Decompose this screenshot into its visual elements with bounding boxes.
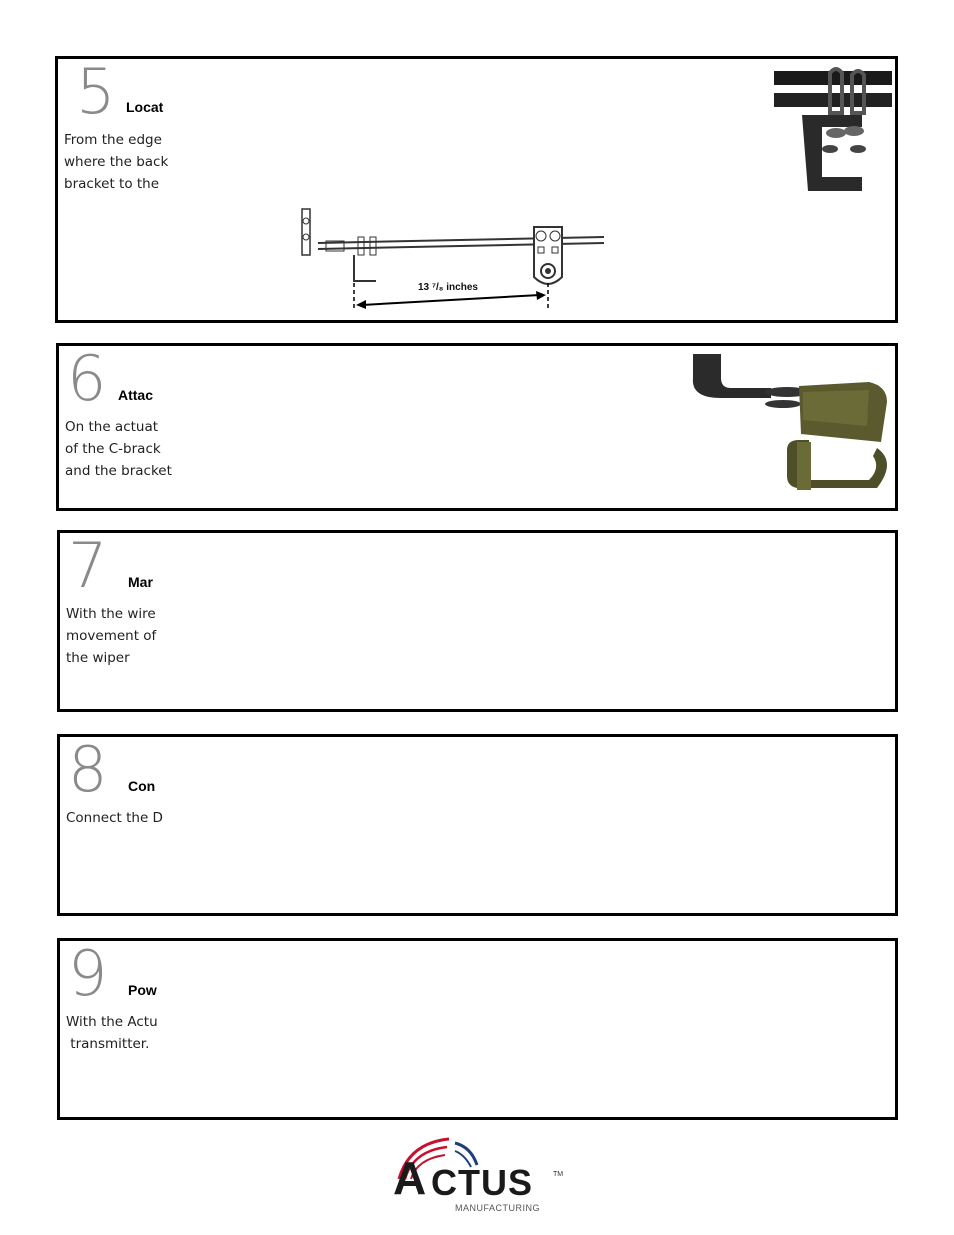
step-7-line-3: the wiper [66,650,130,666]
step-8-number: 8 [68,733,108,806]
logo-brand: CTUS [431,1162,533,1203]
step-9-body [66,1011,158,1061]
dimension-label: 13 ⁷/₈ inches [418,282,478,293]
step-5-body [64,129,169,192]
step-5-line-3: bracket to the [64,176,160,192]
step-7-title: Mar [128,574,153,590]
step-5-line-2: where the back [64,154,169,170]
bracket-photo-image [774,65,894,203]
step-7-number: 7 [68,529,108,602]
step-8-box [57,734,898,916]
step-5-title: Locat [126,99,164,115]
logo-trademark: TM [553,1171,564,1178]
step-8-line-1: Connect the D [66,810,163,826]
logo-subtitle: MANUFACTURING [455,1203,540,1213]
step-9-box [57,938,898,1120]
step-7-box [57,530,898,712]
step-5-line-1: From the edge [64,132,162,148]
step-6-box [56,343,898,511]
step-6-title: Attac [118,387,154,403]
step-9-line-1: With the Actu [66,1014,158,1030]
step-6-number: 6 [67,342,107,415]
step-6-line-2: of the C-brack [65,441,161,457]
step-9-line-2: transmitter. [66,1036,150,1052]
step-6-body [65,416,172,479]
step-7-line-2: movement of [66,628,157,644]
step-7-line-1: With the wire [66,606,156,622]
step-8-body [66,807,163,833]
step-6-line-1: On the actuat [65,419,159,435]
actus-logo [385,1135,570,1217]
step-7-body [66,603,157,666]
wiper-bar-diagram [298,199,608,311]
step-5-number: 5 [76,55,116,128]
step-9-number: 9 [68,937,108,1010]
step-9-title: Pow [128,982,157,998]
logo-letter-a: A [393,1152,427,1204]
step-8-title: Con [128,778,156,794]
actuator-bracket-image [687,350,897,502]
step-5-box [55,56,898,323]
step-6-line-3: and the bracket [65,463,172,479]
